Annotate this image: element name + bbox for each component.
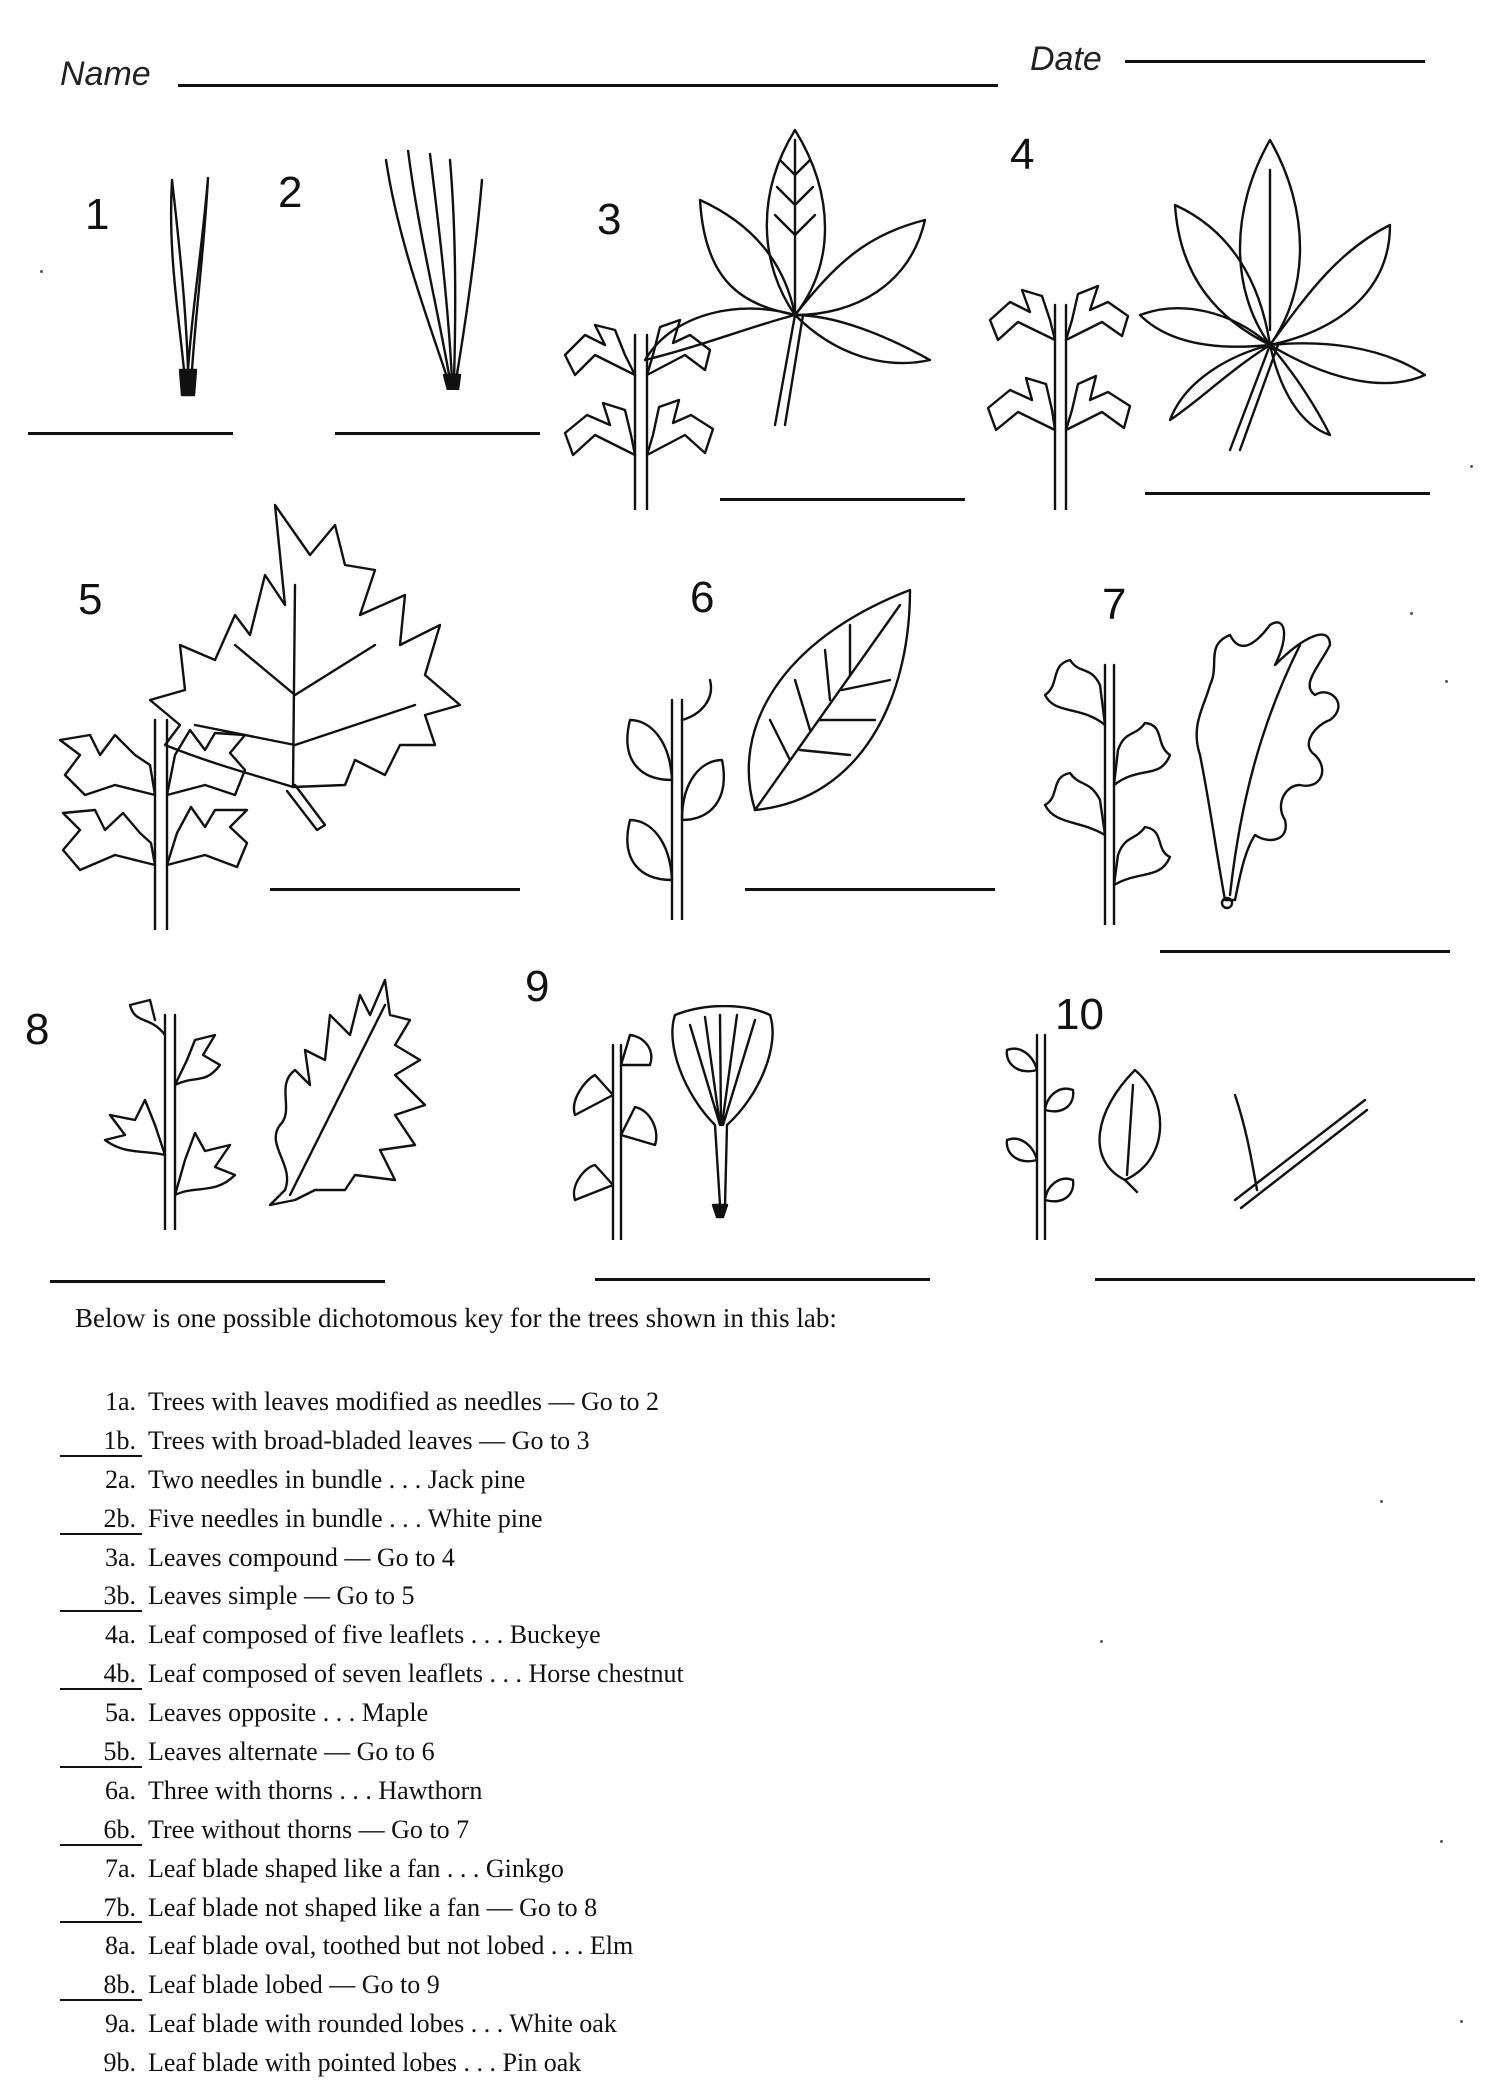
scan-speck — [1100, 1640, 1103, 1643]
key-entry: 3b. Leaves simple — Go to 5 — [70, 1577, 684, 1616]
answer-line-9[interactable] — [595, 1278, 930, 1281]
specimen-number: 3 — [597, 195, 622, 244]
key-entry: 1a. Trees with leaves modified as needles — Go to 2 — [104, 1387, 659, 1416]
specimen-number: 4 — [1010, 130, 1035, 179]
key-entry: 7b. Leaf blade not shaped like a fan — Go to 8 — [70, 1889, 684, 1928]
specimen-number: 10 — [1055, 990, 1104, 1039]
scan-speck — [1410, 612, 1413, 615]
key-entry: 2a. Two needles in bundle . . . Jack pine — [104, 1464, 526, 1494]
key-entry: 6b. Tree without thorns — Go to 7 — [70, 1811, 684, 1850]
key-entry: 9a. Leaf blade with rounded lobes . . . White oak — [104, 2009, 617, 2039]
specimen-number: 8 — [25, 1005, 50, 1054]
name-field-line[interactable] — [178, 84, 998, 87]
answer-line-7[interactable] — [1160, 950, 1450, 953]
specimen-number: 9 — [525, 962, 550, 1011]
key-entry: 6a. Three with thorns . . . Hawthorn — [104, 1775, 483, 1805]
elm-leaf-icon — [610, 580, 930, 920]
key-entry: 3a. Leaves compound — Go to 4 — [104, 1542, 455, 1572]
key-entry: 7a. Leaf blade shaped like a fan . . . Ginkgo — [104, 1853, 564, 1883]
answer-line-3[interactable] — [720, 498, 965, 501]
hawthorn-leaf-icon — [995, 1030, 1375, 1240]
five-needle-bundle-icon — [378, 150, 488, 390]
date-label: Date — [1030, 40, 1102, 78]
specimen-number: 5 — [78, 575, 103, 624]
name-label: Name — [60, 55, 151, 93]
key-entry: 2b. Five needles in bundle . . . White pine — [70, 1500, 684, 1539]
scan-speck — [1460, 2020, 1463, 2023]
specimen-number: 1 — [85, 190, 110, 239]
answer-line-2[interactable] — [335, 432, 540, 435]
answer-line-8[interactable] — [50, 1280, 385, 1283]
key-entry: 5a. Leaves opposite . . . Maple — [104, 1698, 429, 1728]
scan-speck — [40, 270, 43, 273]
key-entry: 9b. Leaf blade with pointed lobes . . . Pin oak — [103, 2048, 582, 2078]
dichotomous-key — [70, 1383, 684, 2083]
scan-speck — [1445, 680, 1448, 683]
answer-line-10[interactable] — [1095, 1278, 1475, 1281]
key-entry: 4a. Leaf composed of five leaflets . . . Buckeye — [104, 1620, 601, 1650]
key-entry: 1b. Trees with broad-bladed leaves — Go to 3 — [70, 1422, 684, 1461]
scan-speck — [1470, 465, 1473, 468]
key-entry: 8b. Leaf blade lobed — Go to 9 — [70, 1966, 684, 2005]
key-entry: 8a. Leaf blade oval, toothed but not lobed . . . Elm — [104, 1931, 634, 1961]
white-oak-leaf-icon — [1030, 605, 1430, 925]
answer-line-1[interactable] — [28, 432, 233, 435]
specimen-number: 2 — [278, 168, 303, 217]
answer-line-4[interactable] — [1145, 492, 1430, 495]
answer-line-5[interactable] — [270, 888, 520, 891]
ginkgo-leaf-icon — [555, 1005, 805, 1240]
scan-speck — [1380, 1500, 1383, 1503]
scan-speck — [1440, 1840, 1443, 1843]
key-entry: 5b. Leaves alternate — Go to 6 — [70, 1733, 684, 1772]
maple-leaf-icon — [55, 495, 485, 930]
two-needle-bundle-icon — [150, 170, 220, 400]
answer-line-6[interactable] — [745, 888, 995, 891]
date-field-line[interactable] — [1125, 60, 1425, 63]
specimen-number: 6 — [690, 573, 715, 622]
horse-chestnut-leaf-icon — [980, 130, 1450, 510]
pin-oak-leaf-icon — [95, 975, 455, 1230]
key-intro: Below is one possible dichotomous key for the trees shown in this lab: — [75, 1303, 837, 1333]
specimen-number: 7 — [1102, 580, 1127, 629]
buckeye-leaf-icon — [555, 115, 945, 510]
key-entry: 4b. Leaf composed of seven leaflets . . . Horse chestnut — [70, 1655, 684, 1694]
